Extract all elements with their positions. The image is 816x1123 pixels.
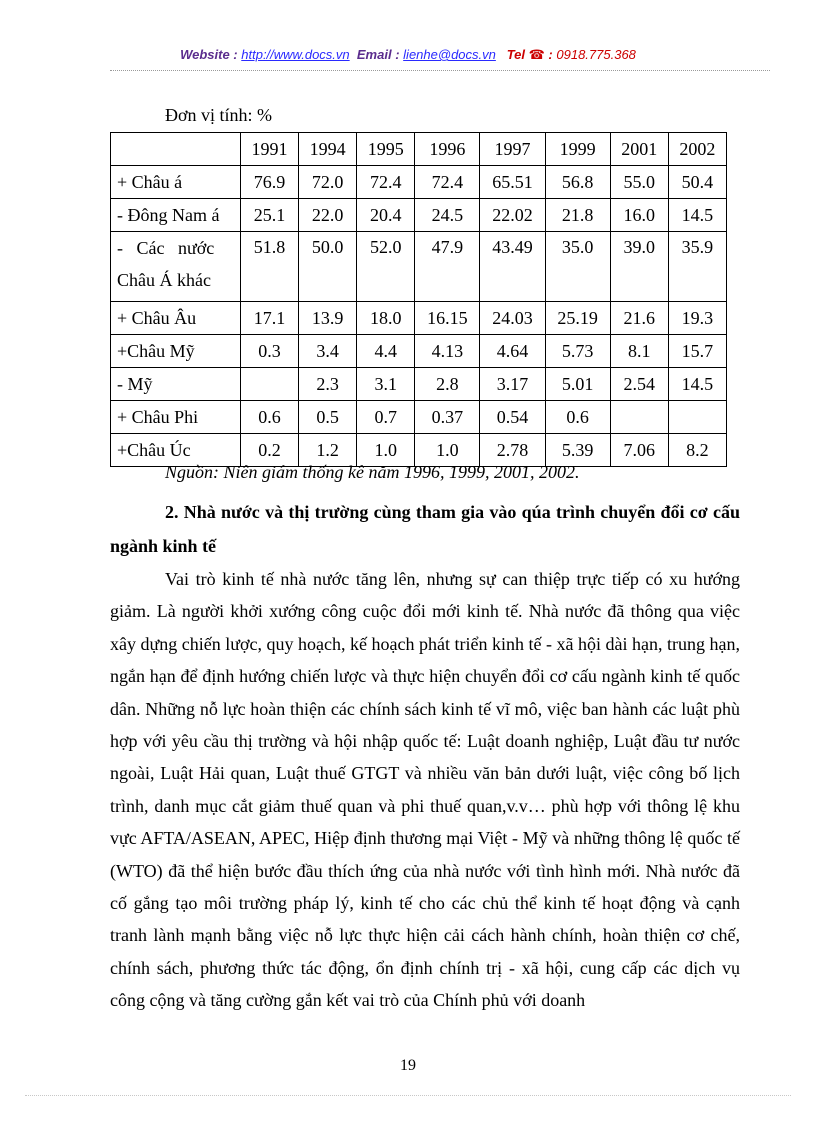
- table-corner-cell: [111, 133, 241, 166]
- table-cell: [241, 368, 299, 401]
- table-row: [111, 199, 727, 232]
- table-cell: 7.06: [610, 434, 668, 467]
- year-header: 2001: [610, 133, 668, 166]
- table-source-note: Nguồn: Niên giám thống kê năm 1996, 1999, 2001, 2002.: [165, 462, 580, 482]
- table-row: [111, 335, 727, 368]
- table-cell: 16.0: [610, 199, 668, 232]
- export-share-table: [110, 132, 727, 467]
- row-label: [111, 232, 241, 302]
- table-cell: 65.51: [480, 166, 545, 199]
- table-cell: 0.7: [357, 401, 415, 434]
- table-cell: 47.9: [415, 232, 480, 302]
- table-cell: 19.3: [668, 302, 726, 335]
- year-header: 1996: [415, 133, 480, 166]
- table-cell: 2.78: [480, 434, 545, 467]
- row-label: + Châu á: [111, 166, 241, 199]
- table-cell: 56.8: [545, 166, 610, 199]
- table-cell: 51.8: [241, 232, 299, 302]
- row-label: - Mỹ: [111, 368, 241, 401]
- table-cell: 2.54: [610, 368, 668, 401]
- table-cell: 8.1: [610, 335, 668, 368]
- table-cell: 5.39: [545, 434, 610, 467]
- table-cell: 35.0: [545, 232, 610, 302]
- row-label-line: - Các nước: [117, 238, 215, 258]
- table-cell: 39.0: [610, 232, 668, 302]
- tel-number: 0918.775.368: [556, 47, 636, 62]
- table-cell: 76.9: [241, 166, 299, 199]
- table-cell: 25.19: [545, 302, 610, 335]
- table-cell: 2.8: [415, 368, 480, 401]
- table-cell: 16.15: [415, 302, 480, 335]
- table-cell: 72.0: [299, 166, 357, 199]
- table-cell: [668, 401, 726, 434]
- table-cell: 5.01: [545, 368, 610, 401]
- footer-divider: [25, 1095, 791, 1096]
- table-cell: 22.02: [480, 199, 545, 232]
- page-header: [0, 46, 816, 64]
- table-cell: 21.6: [610, 302, 668, 335]
- table-cell: 18.0: [357, 302, 415, 335]
- table-cell: 52.0: [357, 232, 415, 302]
- row-label: + Châu Phi: [111, 401, 241, 434]
- table-cell: 1.0: [415, 434, 480, 467]
- row-label: +Châu Mỹ: [111, 335, 241, 368]
- header-divider: [110, 70, 770, 71]
- table-cell: 0.2: [241, 434, 299, 467]
- year-header: 1991: [241, 133, 299, 166]
- table-cell: 8.2: [668, 434, 726, 467]
- table-cell: 15.7: [668, 335, 726, 368]
- website-label: Website :: [180, 47, 238, 62]
- year-header: 1999: [545, 133, 610, 166]
- table-cell: 24.03: [480, 302, 545, 335]
- tel-label: Tel ☎ :: [506, 47, 553, 62]
- row-label: +Châu Úc: [111, 434, 241, 467]
- table-cell: 13.9: [299, 302, 357, 335]
- table-cell: 35.9: [668, 232, 726, 302]
- page-number: 19: [400, 1057, 416, 1074]
- website-link[interactable]: http://www.docs.vn: [241, 47, 350, 62]
- row-label-line: Châu Á khác: [117, 270, 211, 290]
- table-cell: 0.3: [241, 335, 299, 368]
- email-label: Email: [356, 47, 392, 62]
- table-row: [111, 401, 727, 434]
- table-cell: 0.6: [241, 401, 299, 434]
- table-cell: 3.17: [480, 368, 545, 401]
- table-row: [111, 232, 727, 302]
- body-paragraph: Vai trò kinh tế nhà nước tăng lên, nhưng sự can thiệp trực tiếp có xu hướng giảm. Là người khởi xướng công cuộc đổi mới kinh tế. Nhà nước đã thông qua việc xây dựng chiến lược, quy hoạch, kế hoạch phát triển kinh tế - xã hội dài hạn, trung hạn, ngắn hạn để định hướng chiến lược và thực hiện chuyển đổi cơ cấu ngành kinh tế quốc dân. Những nỗ lực hoàn thiện các chính sách kinh tế vĩ mô, việc ban hành các luật phù hợp với yêu cầu thị trường và hội nhập quốc tế: Luật doanh nghiệp, Luật đầu tư nước ngoài, Luật Hải quan, Luật thuế GTGT và nhiều văn bản dưới luật, việc công bố lịch trình, danh mục cắt giảm thuế quan và phi thuế quan,v.v… phù hợp với thông lệ khu vực AFTA/ASEAN, APEC, Hiệp định thương mại Việt - Mỹ và những thông lệ quốc tế (WTO) đã thể hiện bước đầu thích ứng của nhà nước với tình hình mới. Nhà nước đã cố gắng tạo môi trường pháp lý, kinh tế cho các chủ thể kinh tế hoạt động và cạnh tranh lành mạnh bằng việc nỗ lực thực hiện cải cách hành chính, hoàn thiện cơ chế, chính sách, phương thức tác động, ổn định chính trị - xã hội, cung cấp các dịch vụ công cộng và tăng cường gắn kết vai trò của Chính phủ với doanh: [110, 569, 740, 1011]
- table-cell: 0.5: [299, 401, 357, 434]
- year-header: 2002: [668, 133, 726, 166]
- table-cell: 1.0: [357, 434, 415, 467]
- table-row: [111, 368, 727, 401]
- email-separator: :: [395, 47, 400, 62]
- table-cell: 17.1: [241, 302, 299, 335]
- table-cell: 5.73: [545, 335, 610, 368]
- table-cell: 0.37: [415, 401, 480, 434]
- table-cell: 14.5: [668, 199, 726, 232]
- year-header: 1994: [299, 133, 357, 166]
- row-label: + Châu Âu: [111, 302, 241, 335]
- table-cell: 4.64: [480, 335, 545, 368]
- table-cell: 1.2: [299, 434, 357, 467]
- table-cell: 55.0: [610, 166, 668, 199]
- row-label: - Đông Nam á: [111, 199, 241, 232]
- table-cell: 14.5: [668, 368, 726, 401]
- year-header: 1997: [480, 133, 545, 166]
- table-cell: 50.0: [299, 232, 357, 302]
- table-cell: 25.1: [241, 199, 299, 232]
- table-cell: 20.4: [357, 199, 415, 232]
- table-cell: 3.1: [357, 368, 415, 401]
- table-cell: 2.3: [299, 368, 357, 401]
- email-link[interactable]: lienhe@docs.vn: [403, 47, 496, 62]
- table-cell: 72.4: [415, 166, 480, 199]
- table-cell: 72.4: [357, 166, 415, 199]
- table-cell: 4.4: [357, 335, 415, 368]
- table-cell: 24.5: [415, 199, 480, 232]
- year-header: 1995: [357, 133, 415, 166]
- table-cell: 43.49: [480, 232, 545, 302]
- table-cell: 3.4: [299, 335, 357, 368]
- section-heading: 2. Nhà nước và thị trường cùng tham gia vào qúa trình chuyển đổi cơ cấu ngành kinh tế: [110, 502, 740, 556]
- table-row: [111, 302, 727, 335]
- table-cell: 4.13: [415, 335, 480, 368]
- table-cell: 21.8: [545, 199, 610, 232]
- table-cell: 50.4: [668, 166, 726, 199]
- table-cell: [610, 401, 668, 434]
- table-cell: 0.6: [545, 401, 610, 434]
- table-cell: 0.54: [480, 401, 545, 434]
- table-row: [111, 166, 727, 199]
- table-header-row: [111, 133, 727, 166]
- unit-label: Đơn vị tính: %: [165, 105, 273, 125]
- table-cell: 22.0: [299, 199, 357, 232]
